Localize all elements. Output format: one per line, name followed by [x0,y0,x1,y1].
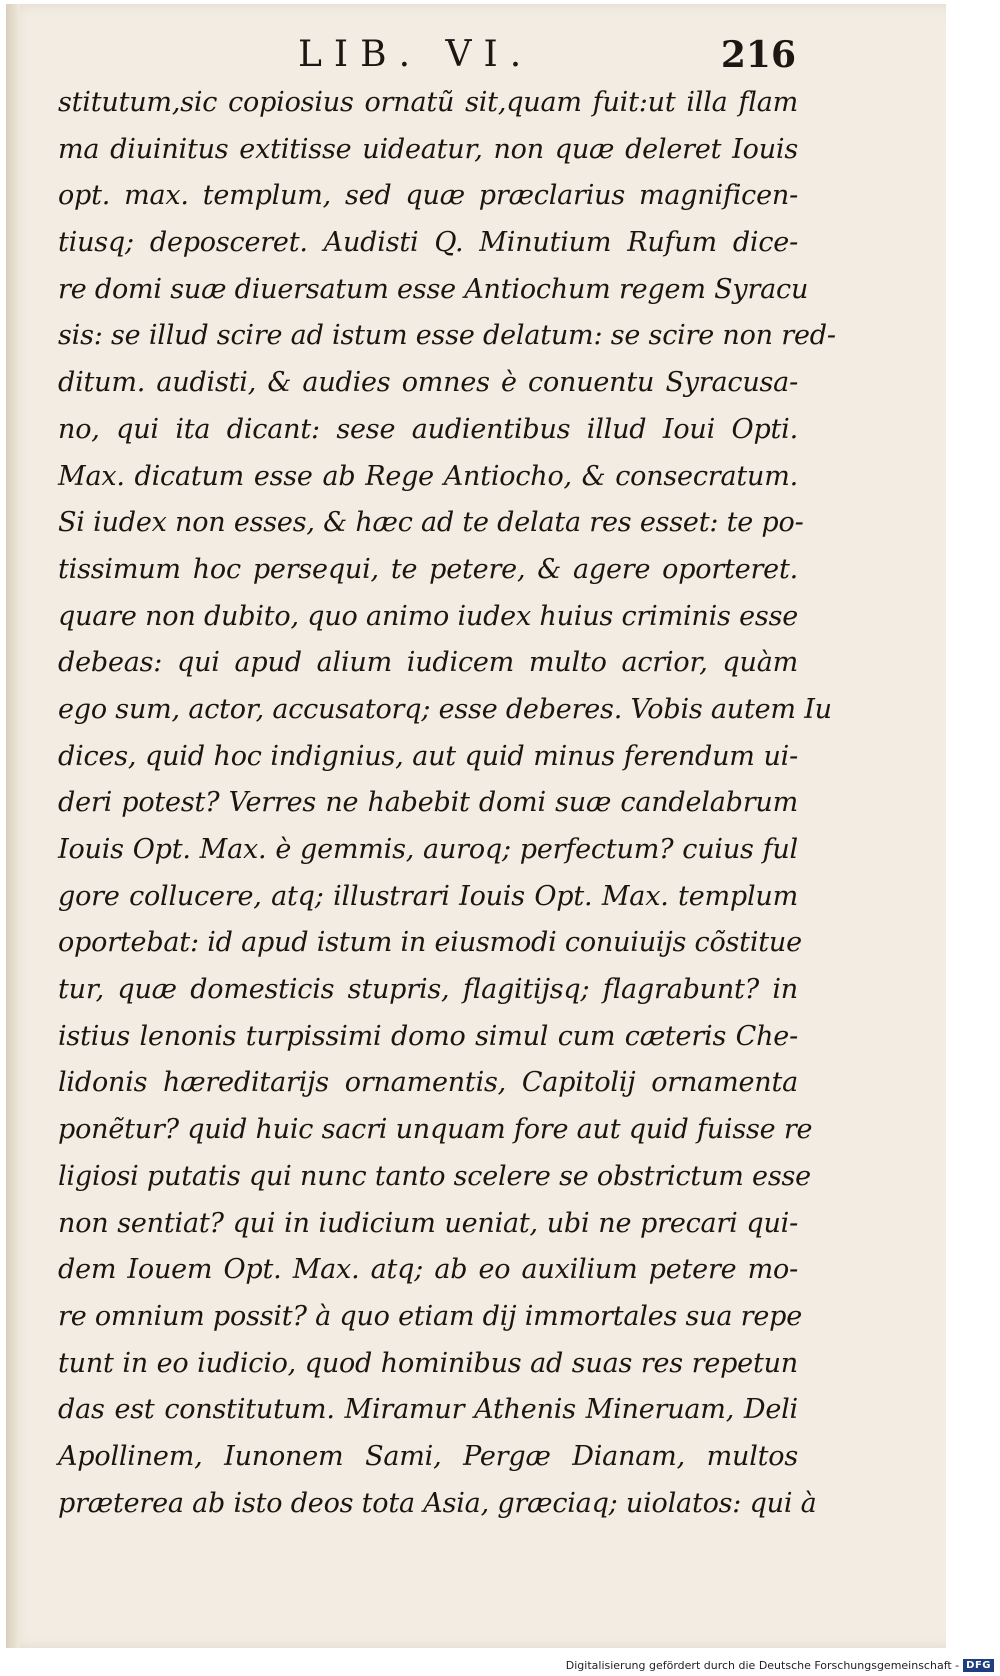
text-line: tiusq; deposceret. Audisti Q. Minutium Rufum dice- [58,227,798,259]
text-line: tur, quæ domesticis stupris, flagitijsq; flagrabunt? in [58,974,798,1006]
text-line: ma diuinitus extitisse uideatur, non quæ deleret Iouis [58,133,798,165]
running-head: LIB. VI. [298,34,534,75]
text-line: ponẽtur? quid huic sacri unquam fore aut quid fuisse re [58,1114,813,1146]
page-gutter [6,4,20,1648]
text-line: præterea ab isto deos tota Asia, græciaq; uiolatos: qui à [58,1487,817,1519]
text-line: dices, quid hoc indignius, aut quid minus ferendum ui- [58,740,798,772]
text-line: Si iudex non esses, & hæc ad te delata res esset: te po- [58,507,804,539]
text-line: tissimum hoc persequi, te petere, & agere oporteret. [58,553,798,585]
text-line: sis: se illud scire ad istum esse delatum: se scire non red- [58,320,836,352]
credit-text: Digitalisierung gefördert durch die Deutsche Forschungsgemeinschaft - [565,1659,960,1672]
dfg-logo: DFG [963,1659,994,1672]
text-line: debeas: qui apud alium iudicem multo acrior, quàm [58,647,798,679]
text-line: istius lenonis turpissimi domo simul cum cæteris Che- [58,1020,798,1052]
text-line: non sentiat? qui in iudicium ueniat, ubi ne precari qui- [58,1207,798,1239]
text-line: das est constitutum. Miramur Athenis Mineruam, Deli [58,1394,798,1426]
text-line: quare non dubito, quo animo iudex huius criminis esse [58,600,798,632]
text-line: re omnium possit? à quo etiam dij immortales sua repe [58,1300,803,1332]
page-header [286,28,796,88]
text-line: dem Iouem Opt. Max. atq; ab eo auxilium petere mo- [58,1254,798,1286]
text-line: re domi suæ diuersatum esse Antiochum regem Syracu [58,273,809,305]
page-number: 216 [720,34,796,76]
text-line: lidonis hæreditarijs ornamentis, Capitolij ornamenta [58,1067,798,1099]
text-line: deri potest? Verres ne habebit domi suæ candelabrum [58,787,798,819]
text-line: oportebat: id apud istum in eiusmodi conuiuijs cõstitue [58,927,802,959]
text-line: Max. dicatum esse ab Rege Antiocho, & consecratum. [58,460,798,492]
book-page [6,4,946,1648]
text-line: ditum. audisti, & audies omnes è conuentu Syracusa- [58,367,798,399]
text-line: gore collucere, atq; illustrari Iouis Opt. Max. templum [58,880,798,912]
text-line: ego sum, actor, accusatorq; esse deberes. Vobis autem Iu [58,693,832,725]
text-line: stitutum,sic copiosius ornatũ sit,quam fuit:ut illa flam [58,87,798,118]
text-line: tunt in eo iudicio, quod hominibus ad suas res repetun [58,1347,798,1379]
text-line: no, qui ita dicant: sese audientibus illud Ioui Opti. [58,413,798,445]
text-line: Iouis Opt. Max. è gemmis, auroq; perfectum? cuius ful [58,834,798,865]
digitization-credit [566,1659,994,1672]
body-text [58,80,836,1527]
text-line: Apollinem, Iunonem Sami, Pergæ Dianam, multos [58,1440,798,1472]
text-line: opt. max. templum, sed quæ præclarius magnificen- [58,180,798,212]
text-line: ligiosi putatis qui nunc tanto scelere se obstrictum esse [58,1160,811,1192]
